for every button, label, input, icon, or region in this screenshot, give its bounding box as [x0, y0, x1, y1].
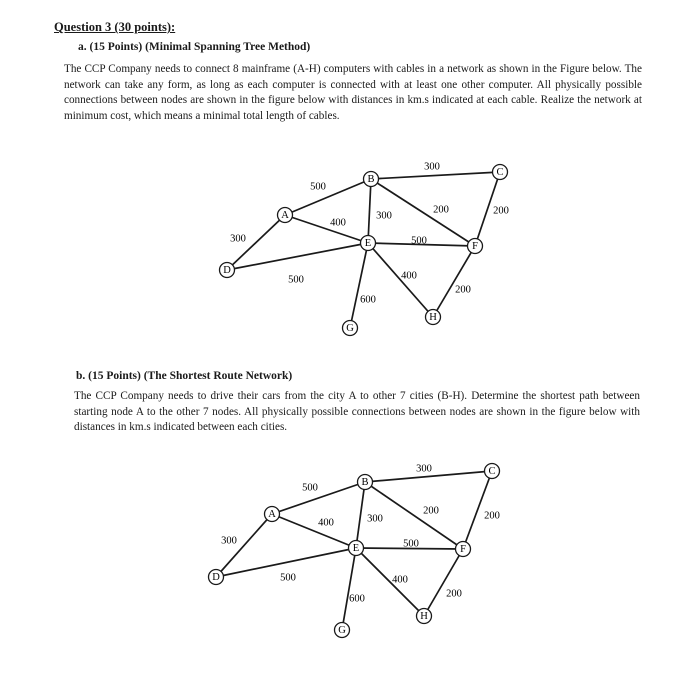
edge-label-e-f-a: 500	[411, 235, 427, 247]
node-label-h-b: H	[420, 611, 428, 622]
edge-label-e-h-b: 400	[392, 574, 408, 586]
node-label-d-b: D	[212, 572, 220, 583]
edge-label-c-f-b: 200	[484, 510, 500, 522]
node-label-c-b: C	[488, 466, 496, 477]
edge-label-c-f-a: 200	[493, 205, 509, 217]
node-label-e-a: E	[364, 238, 372, 249]
node-label-d-a: D	[223, 265, 231, 276]
node-a-b	[265, 507, 280, 522]
part-b-description: The CCP Company needs to drive their cars from the city A to other 7 cities (B-H). Determine the shortest path between starting node A to the other 7 nodes. All physically possible connections between nodes are shown in the figure below with distances in km.s indicated between each cities.	[74, 390, 640, 434]
node-e-b	[349, 541, 364, 556]
node-label-f-a: F	[472, 241, 478, 252]
edge-label-b-f-b: 200	[423, 505, 439, 517]
edge-label-a-b-a: 500	[310, 181, 326, 193]
edge-a-e-b	[272, 514, 356, 548]
edge-b-e-b	[356, 482, 365, 548]
node-label-g-a: G	[346, 323, 354, 334]
edge-label-b-f-a: 200	[433, 204, 449, 216]
edge-label-e-h-a: 400	[401, 270, 417, 282]
part-a-title: a. (15 Points) (Minimal Spanning Tree Method)	[78, 41, 311, 53]
edge-label-e-g-b: 600	[349, 593, 365, 605]
edge-label-a-e-b: 400	[318, 517, 334, 529]
node-label-e-b: E	[352, 543, 360, 554]
node-label-a-b: A	[268, 509, 276, 520]
edge-label-b-c-a: 300	[424, 161, 440, 173]
edge-label-b-e-a: 300	[376, 210, 392, 222]
part-b-title: b. (15 Points) (The Shortest Route Network)	[76, 370, 293, 382]
part-a-description: The CCP Company needs to connect 8 mainframe (A-H) computers with cables in a network as shown in the Figure below. The network can take any form, as long as each computer is connected with at least one other computer. All physically possible connections between nodes are shown in the figure below with distances in km.s indicated at each cable. Realize the network at minimum cost, which means a minimal total length of cables.	[64, 63, 642, 122]
node-d-b	[209, 570, 224, 585]
edge-label-d-e-a: 500	[288, 274, 304, 286]
node-label-c-a: C	[496, 167, 504, 178]
edge-a-b-b	[272, 482, 365, 514]
edge-label-a-d-a: 300	[230, 233, 246, 245]
edge-label-d-e-b: 500	[280, 572, 296, 584]
node-label-h-a: H	[429, 312, 437, 323]
node-g-b	[335, 623, 350, 638]
node-b-b	[358, 475, 373, 490]
edge-f-h-b	[424, 549, 463, 616]
node-h-b	[417, 609, 432, 624]
edge-label-f-h-a: 200	[455, 284, 471, 296]
edge-e-g-b	[342, 548, 356, 630]
node-c-b	[485, 464, 500, 479]
node-label-f-b: F	[460, 544, 466, 555]
edge-label-f-h-b: 200	[446, 588, 462, 600]
edge-label-a-b-b: 500	[302, 482, 318, 494]
node-label-b-b: B	[361, 477, 369, 488]
node-f-b	[456, 542, 471, 557]
edge-label-b-e-b: 300	[367, 513, 383, 525]
edge-label-e-g-a: 600	[360, 294, 376, 306]
question-title: Question 3 (30 points):	[54, 20, 176, 34]
node-label-b-a: B	[367, 174, 375, 185]
edge-label-a-d-b: 300	[221, 535, 237, 547]
node-label-a-a: A	[281, 210, 289, 221]
node-label-g-b: G	[338, 625, 346, 636]
edge-e-h-b	[356, 548, 424, 616]
edge-label-b-c-b: 300	[416, 463, 432, 475]
edge-label-e-f-b: 500	[403, 538, 419, 550]
edge-label-a-e-a: 400	[330, 217, 346, 229]
